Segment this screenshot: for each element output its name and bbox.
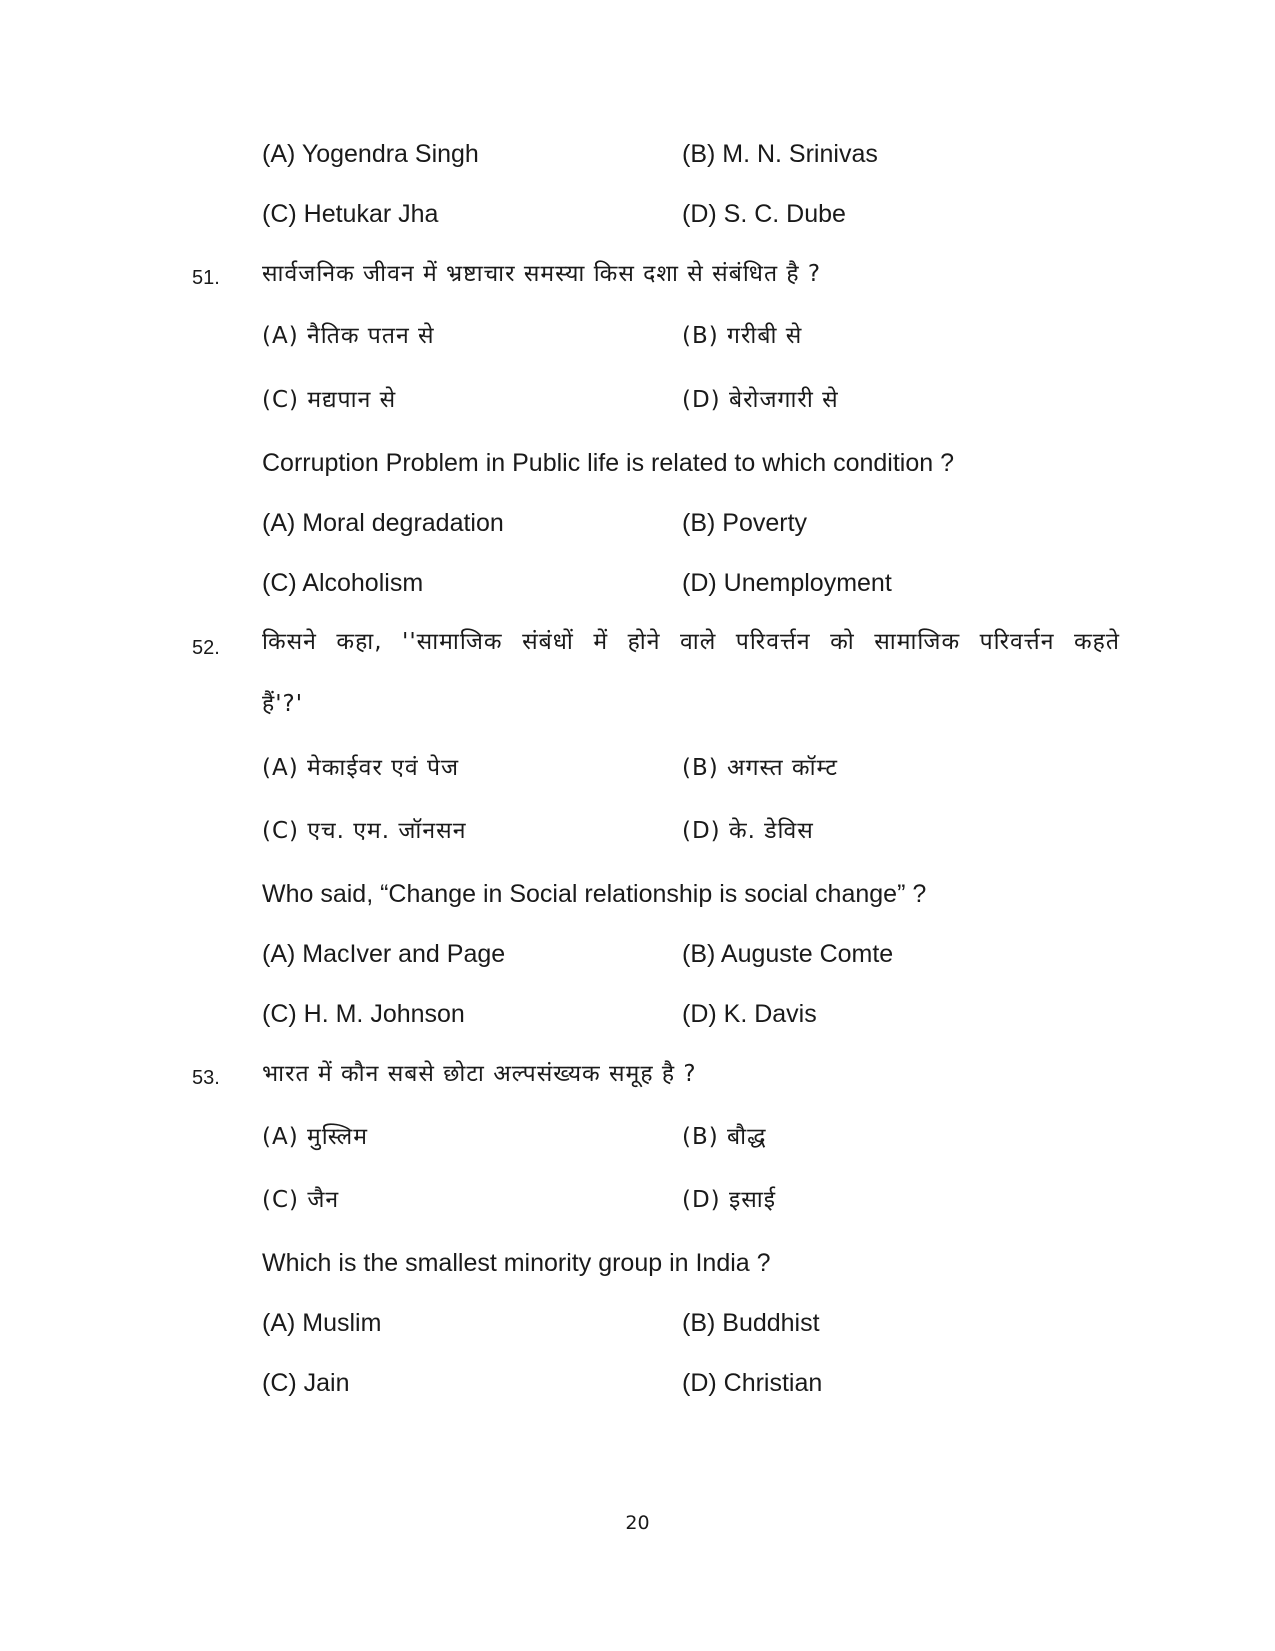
q51-number: 51. [192,267,220,289]
q52-word: ''सामाजिक [402,629,503,655]
q52-word: संबंधों [522,629,574,655]
q53-option-a: (A) Muslim [262,1309,382,1337]
q52-question-hindi-line1 [262,626,1120,658]
q51-option-c: (C) Alcoholism [262,569,424,597]
q52-word: किसने [262,629,317,655]
q53-question-english: Which is the smallest minority group in India ? [262,1249,771,1277]
q52-option-b-hindi: (B) अगस्त कॉम्ट [682,755,838,781]
q53-option-c: (C) Jain [262,1369,350,1397]
q51-option-d-hindi: (D) बेरोजगारी से [682,387,839,413]
q51-question-hindi: सार्वजनिक जीवन में भ्रष्टाचार समस्या किस दशा से संबंधित है ? [262,261,822,287]
q52-option-c: (C) H. M. Johnson [262,1000,465,1028]
q52-option-b: (B) Auguste Comte [682,940,894,968]
page-number: 20 [625,1512,650,1534]
q53-option-b: (B) Buddhist [682,1309,820,1337]
q52-word: परिवर्त्तन [735,629,811,655]
q51-option-d: (D) Unemployment [682,569,892,597]
q53-option-d: (D) Christian [682,1369,823,1397]
q51-option-a: (A) Moral degradation [262,509,504,537]
q52-option-a: (A) MacIver and Page [262,940,506,968]
q52-word: को [830,629,855,655]
q52-word: कहते [1073,629,1120,655]
q52-number: 52. [192,637,220,659]
q50-option-b: (B) M. N. Srinivas [682,140,878,168]
q52-word: में [593,629,609,655]
q50-option-d: (D) S. C. Dube [682,200,846,228]
q51-question-english: Corruption Problem in Public life is related to which condition ? [262,449,955,477]
q53-option-c-hindi: (C) जैन [262,1187,340,1213]
q52-option-a-hindi: (A) मेकाईवर एवं पेज [262,755,460,781]
q52-word: होने [627,629,661,655]
q51-option-b: (B) Poverty [682,509,808,537]
q53-number: 53. [192,1067,220,1089]
q51-option-b-hindi: (B) गरीबी से [682,323,803,349]
q52-word: कहा, [336,629,383,655]
q53-option-d-hindi: (D) इसाई [682,1187,777,1213]
q52-word: वाले [679,629,717,655]
q52-word: सामाजिक [874,629,961,655]
q51-option-c-hindi: (C) मद्यपान से [262,387,397,413]
q52-option-d: (D) K. Davis [682,1000,817,1028]
q51-option-a-hindi: (A) नैतिक पतन से [262,323,435,349]
q52-question-english: Who said, “Change in Social relationship is social change” ? [262,880,927,908]
q50-option-c: (C) Hetukar Jha [262,200,439,228]
q50-option-a: (A) Yogendra Singh [262,140,479,168]
q52-option-d-hindi: (D) के. डेविस [682,818,814,844]
q52-question-hindi-line2: हैं'?' [262,691,304,717]
q53-question-hindi: भारत में कौन सबसे छोटा अल्पसंख्यक समूह है ? [262,1061,697,1087]
q52-option-c-hindi: (C) एच. एम. जॉनसन [262,818,467,844]
q53-option-b-hindi: (B) बौद्ध [682,1124,767,1150]
q52-word: परिवर्त्तन [979,629,1055,655]
q53-option-a-hindi: (A) मुस्लिम [262,1124,368,1150]
